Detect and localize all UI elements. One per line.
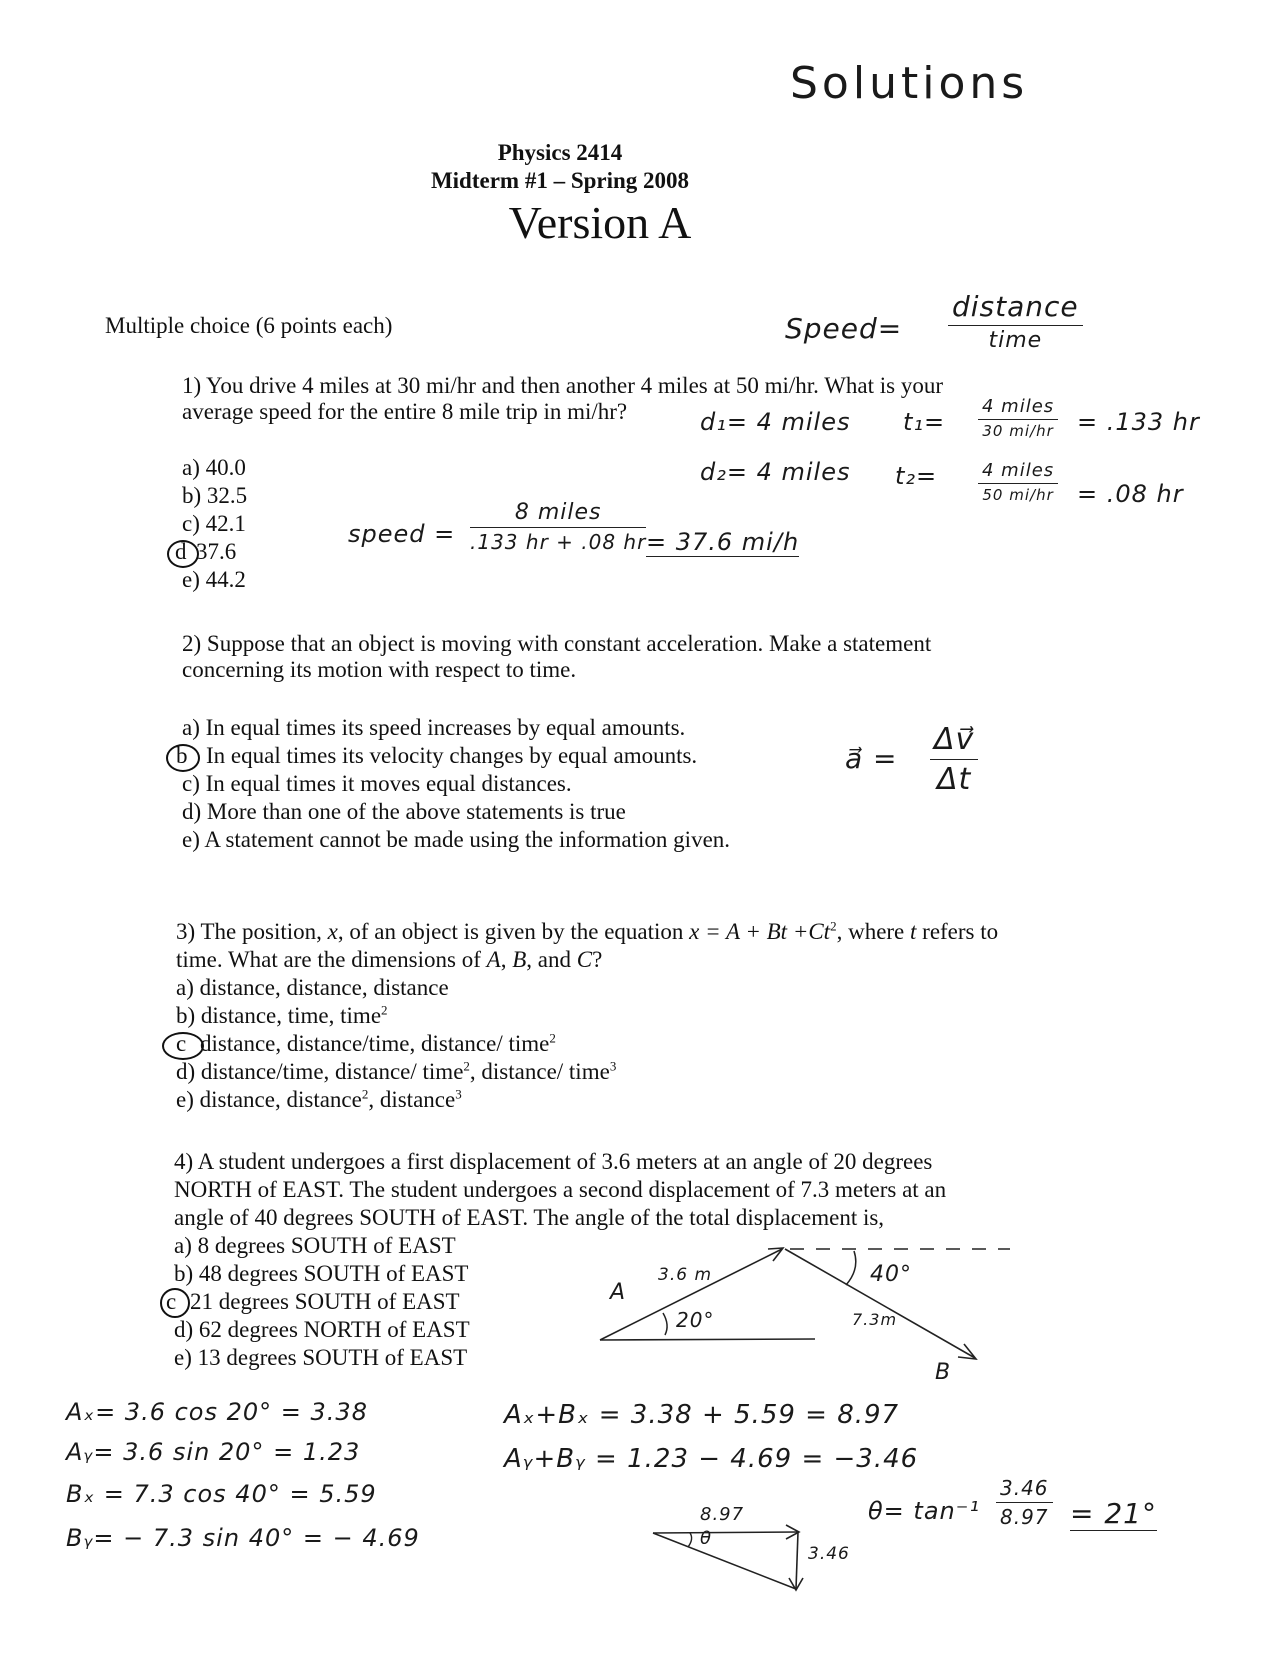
q2-work-fraction (930, 722, 978, 797)
q1-work-t2-fraction (978, 460, 1058, 504)
q4-work-bx: Bₓ = 7.3 cos 40° = 5.59 (66, 1480, 377, 1508)
q1-work-t1-den: 30 mi/hr (982, 422, 1054, 440)
q3-option-c (200, 1030, 556, 1058)
q3-option-d-sup3: 3 (609, 1058, 617, 1074)
handwritten-solutions-title: Solutions (790, 58, 1029, 109)
q4-triangle-angle-arc (688, 1533, 692, 1547)
q4-work-ay: Aᵧ= 3.6 sin 20° = 1.23 (66, 1438, 361, 1466)
q4-work-ax: Aₓ= 3.6 cos 20° = 3.38 (66, 1398, 368, 1426)
course-title: Physics 2414 (497, 140, 623, 165)
q2-text-line2: concerning its motion with respect to time. (182, 657, 577, 682)
exam-title: Midterm #1 – Spring 2008 (430, 168, 690, 193)
q3-option-c-text: distance, distance/time, distance/ time (200, 1031, 550, 1056)
q4-diagram-east-axis (600, 1339, 815, 1340)
q4-diagram-length-a: 3.6 m (658, 1265, 712, 1285)
q4-vector-diagram (590, 1235, 1030, 1385)
q4-triangle-y-leg (796, 1532, 798, 1589)
speed-formula-den: time (988, 328, 1043, 353)
q3-option-e (176, 1086, 462, 1114)
q2-option-a: a) In equal times its speed increases by equal amounts. (182, 715, 686, 740)
q1-text-line1: 1) You drive 4 miles at 30 mi/hr and then another 4 miles at 50 mi/hr. What is your (182, 373, 944, 398)
q4-resultant-triangle (648, 1515, 808, 1595)
q4-text-line2: NORTH of EAST. The student undergoes a second displacement of 7.3 meters at an (174, 1177, 947, 1202)
q3-line2-C: C (576, 947, 593, 972)
q3-equation: x = A + Bt +Ct (689, 919, 831, 944)
speed-formula-num: distance (948, 290, 1083, 326)
q4-diagram-label-b: B (935, 1360, 952, 1385)
q4-triangle-angle-label: θ (700, 1528, 713, 1549)
q3-option-e-text2: , distance (368, 1087, 456, 1112)
q3-option-c-sup: 2 (549, 1030, 556, 1046)
q4-text-line1: 4) A student undergoes a first displacement of 3.6 meters at an angle of 20 degrees (174, 1149, 933, 1174)
q1-work-t1-num: 4 miles (978, 396, 1058, 420)
q3-line2-A: A (486, 947, 501, 972)
q1-work-speed-left: speed = (348, 520, 456, 548)
q3-option-b (176, 1002, 388, 1030)
q4-diagram-angle-a: 20° (676, 1308, 715, 1332)
q4-diagram-vector-b-head (958, 1344, 976, 1359)
q1-option-d-text: 37.6 (196, 539, 237, 564)
q1-option-e: e) 44.2 (182, 567, 246, 592)
q4-work-sum-y: Aᵧ+Bᵧ = 1.23 − 4.69 = −3.46 (504, 1444, 919, 1474)
q3-line1-x: x (327, 919, 338, 944)
q3-option-b-sup: 2 (381, 1002, 388, 1018)
q4-diagram-length-b: 7.3m (852, 1310, 898, 1329)
q3-option-d-text2: , distance/ time (469, 1059, 610, 1084)
q2-text-line1: 2) Suppose that an object is moving with constant acceleration. Make a statement (182, 631, 932, 656)
q3-text-line2 (176, 946, 602, 974)
q4-option-d: d) 62 degrees NORTH of EAST (174, 1317, 470, 1342)
q4-work-sum-x: Aₓ+Bₓ = 3.38 + 5.59 = 8.97 (504, 1400, 900, 1430)
q3-line1-d: refers to (916, 919, 999, 944)
q1-work-speed-num: 8 miles (470, 500, 646, 528)
version-title: Version A (508, 197, 692, 248)
q1-work-speed-result: = 37.6 mi/h (646, 528, 800, 556)
q4-triangle-hypotenuse (653, 1533, 796, 1589)
q1-work-speed-den: .133 hr + .08 hr (470, 530, 647, 554)
q1-work-t1-result: = .133 hr (1077, 408, 1200, 436)
q4-work-theta-num: 3.46 (996, 1476, 1053, 1503)
q4-triangle-x-leg (653, 1532, 798, 1533)
q1-work-d1: d₁= 4 miles (700, 408, 851, 436)
q3-line1-t: t (910, 919, 917, 944)
section-label: Multiple choice (6 points each) (105, 313, 393, 338)
q4-work-theta-den: 8.97 (1000, 1505, 1049, 1529)
q3-text-line1 (176, 918, 998, 946)
q2-option-b-letter: b (176, 743, 188, 768)
q3-line1-a: 3) The position, (176, 919, 328, 944)
q3-line2-B: B (512, 947, 527, 972)
q1-work-t2-den: 50 mi/hr (982, 486, 1054, 504)
q3-line2-c: , and (526, 947, 577, 972)
q3-line1-b: , of an object is given by the equation (337, 919, 690, 944)
q2-work-den: Δt (936, 762, 972, 797)
q4-text-line3: angle of 40 degrees SOUTH of EAST. The angle of the total displacement is, (174, 1205, 885, 1230)
q4-work-by: Bᵧ= − 7.3 sin 40° = − 4.69 (66, 1524, 420, 1552)
q1-work-d2: d₂= 4 miles (700, 458, 851, 486)
q4-option-b: b) 48 degrees SOUTH of EAST (174, 1261, 469, 1286)
q1-work-t2-num: 4 miles (978, 460, 1058, 484)
q2-option-c: c) In equal times it moves equal distances. (182, 771, 572, 796)
q2-work-num: Δv⃗ (930, 722, 978, 760)
q1-option-c: c) 42.1 (182, 511, 246, 536)
q1-option-d-letter: d (175, 539, 187, 564)
q3-option-c-letter: c (176, 1031, 187, 1056)
speed-formula-fraction (948, 290, 1083, 353)
q3-option-e-sup2: 2 (361, 1086, 369, 1102)
q3-option-b-text: b) distance, time, time (176, 1003, 382, 1028)
q3-line1-c: , where (836, 919, 911, 944)
q4-work-theta-result: = 21° (1070, 1497, 1157, 1530)
q4-work-theta-left: θ= tan⁻¹ (868, 1497, 981, 1525)
q4-triangle-x-label: 8.97 (700, 1504, 745, 1525)
q4-diagram-angle-a-arc (663, 1313, 667, 1335)
q3-line2-d: ? (592, 947, 603, 972)
q4-triangle-y-label: 3.46 (808, 1544, 850, 1564)
q1-option-b: b) 32.5 (182, 483, 248, 508)
q3-option-d-sup2: 2 (463, 1058, 470, 1074)
q1-work-t1-fraction (978, 396, 1058, 440)
q3-equation-sup: 2 (830, 918, 837, 934)
q2-work-a-left: a⃗ = (845, 742, 898, 775)
q3-option-a: a) distance, distance, distance (176, 975, 449, 1000)
q4-option-e: e) 13 degrees SOUTH of EAST (174, 1345, 468, 1370)
q1-work-t1-left: t₁= (903, 408, 946, 436)
q3-option-d-text1: d) distance/time, distance/ time (176, 1059, 464, 1084)
q4-option-c-text: 21 degrees SOUTH of EAST (190, 1289, 460, 1314)
q4-option-a: a) 8 degrees SOUTH of EAST (174, 1233, 456, 1258)
q1-option-a: a) 40.0 (182, 455, 246, 480)
q2-option-e: e) A statement cannot be made using the information given. (182, 827, 731, 852)
q3-line2-a: time. What are the dimensions of (176, 947, 487, 972)
q4-diagram-label-a: A (610, 1280, 627, 1305)
q3-option-d (176, 1058, 616, 1086)
q4-diagram-angle-b-arc (846, 1251, 856, 1285)
q3-line2-b: , (500, 947, 513, 972)
q3-option-e-sup3: 3 (455, 1086, 462, 1102)
q4-diagram-angle-b: 40° (870, 1262, 912, 1287)
q2-option-b-text: In equal times its velocity changes by equal amounts. (206, 743, 698, 768)
q3-option-e-text1: e) distance, distance (176, 1087, 362, 1112)
q1-work-t2-result: = .08 hr (1077, 480, 1184, 508)
q4-work-theta-fraction (996, 1476, 1053, 1529)
q1-work-speed-fraction (470, 500, 646, 554)
q1-text-line2: average speed for the entire 8 mile trip in mi/hr? (182, 399, 628, 424)
speed-formula-left: Speed= (785, 312, 903, 345)
q1-work-t2-left: t₂= (895, 462, 938, 490)
q2-option-d: d) More than one of the above statements is true (182, 799, 626, 824)
q4-option-c-letter: c (166, 1289, 177, 1314)
